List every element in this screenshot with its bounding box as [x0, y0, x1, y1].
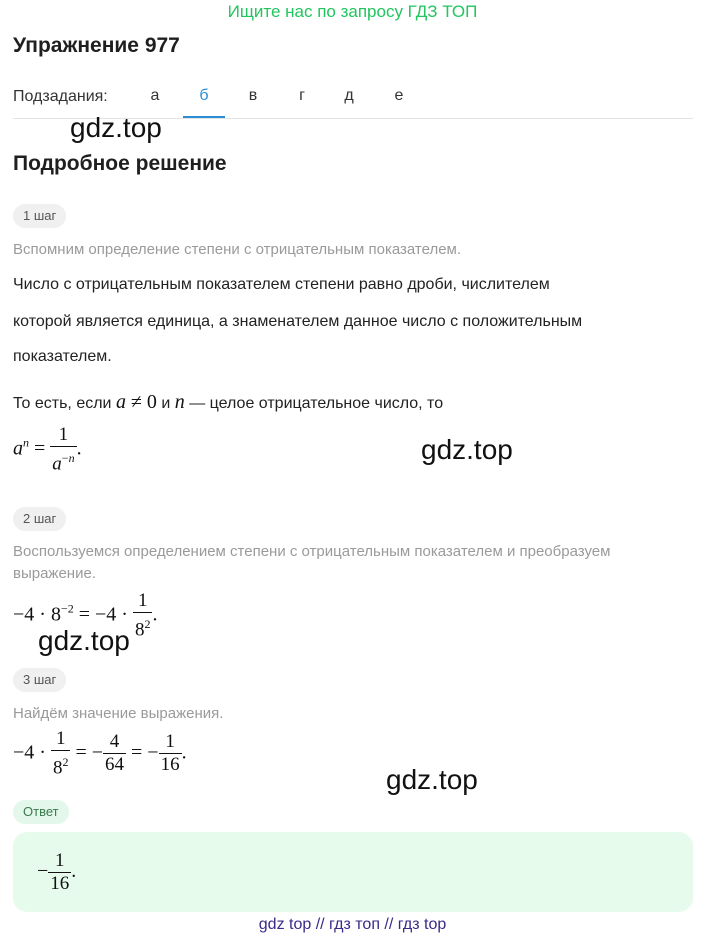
- formula-step-2: $-4 \cdot 8^{-2} = -4$ · $\frac{1}{8^2}$ .: [13, 590, 158, 641]
- solution-heading: Подробное решение: [13, 152, 227, 175]
- step-3-badge: 3 шаг: [13, 668, 66, 692]
- tab-v[interactable]: в: [248, 87, 258, 104]
- step-2-badge: 2 шаг: [13, 507, 66, 531]
- step-1-text-line-3: показателем.: [13, 348, 112, 365]
- footer-links[interactable]: gdz top // гдз топ // гдз top: [258, 916, 447, 933]
- step-1-text-line-2: которой является единица, а знаменателем данное число с положительным: [13, 313, 583, 330]
- watermark: gdz.top: [70, 112, 162, 143]
- condition-math-a: a ≠ 0: [115, 391, 157, 413]
- answer-value: − $\frac{1}{16}$ .: [37, 850, 77, 894]
- tab-e[interactable]: е: [394, 87, 404, 104]
- page-title: Упражнение 977: [13, 34, 180, 57]
- formula-definition: $a^n$ = $\frac{1}{a^{-n}}$ .: [13, 424, 82, 475]
- watermark: gdz.top: [421, 434, 513, 465]
- step-1-condition: [13, 391, 443, 414]
- condition-suffix: — целое отрицательное число, то: [189, 395, 444, 412]
- watermark: gdz.top: [38, 625, 130, 656]
- answer-box: [13, 832, 693, 912]
- step-1-badge: 1 шаг: [13, 204, 66, 228]
- step-3-hint: Найдём значение выражения.: [13, 705, 224, 722]
- tab-g[interactable]: г: [299, 87, 305, 104]
- tab-a[interactable]: а: [150, 87, 160, 104]
- condition-and: и: [161, 395, 171, 412]
- formula-step-3: −4 · $\frac{1}{8^2}$ = − $\frac{4}{64}$ = − $\frac{1}{16}$ .: [13, 728, 187, 779]
- step-1-hint: Вспомним определение степени с отрицательным показателем.: [13, 241, 462, 258]
- watermark: gdz.top: [386, 764, 478, 795]
- answer-badge: Ответ: [13, 800, 69, 824]
- promo-banner: Ищите нас по запросу ГДЗ ТОП: [227, 2, 478, 21]
- tab-b[interactable]: б: [183, 86, 225, 118]
- condition-math-n: n: [174, 391, 185, 413]
- subtasks-label: Подзадания:: [13, 88, 108, 105]
- tab-d[interactable]: д: [344, 87, 354, 104]
- step-1-text-line-1: Число с отрицательным показателем степени равно дроби, числителем: [13, 276, 550, 293]
- condition-prefix: То есть, если: [13, 395, 112, 412]
- step-2-hint: Воспользуемся определением степени с отрицательным показателем и преобразуем выражение.: [13, 543, 611, 582]
